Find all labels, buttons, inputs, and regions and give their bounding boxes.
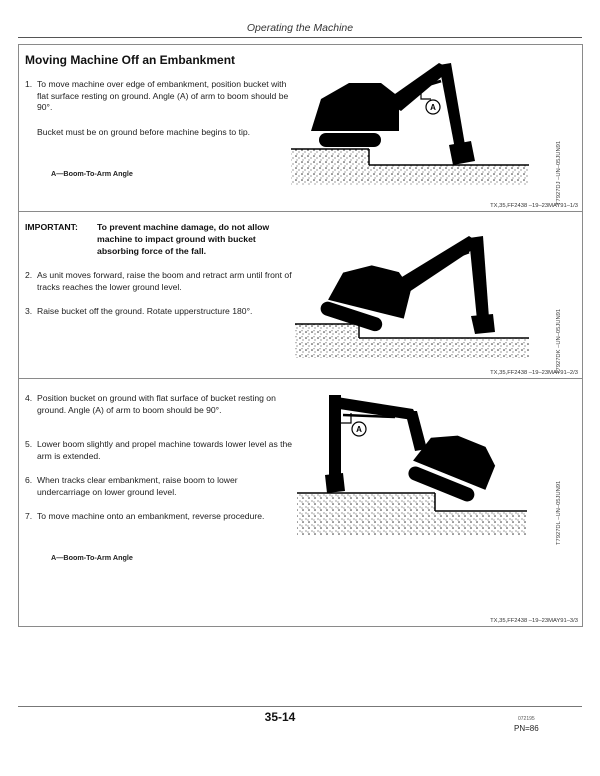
bucket-note: Bucket must be on ground before machine begins to tip. (37, 127, 251, 137)
step-text: When tracks clear embankment, raise boom to lower undercarriage on lower ground level. (37, 475, 238, 497)
step-number: 7. (25, 511, 33, 521)
figure-id: T7927DK –UN–05JUN91 (556, 308, 562, 374)
excavator-tipping-illustration (293, 222, 533, 364)
important-label: IMPORTANT: (25, 222, 78, 232)
excavator-lowering-illustration (295, 389, 531, 539)
step-number: 2. (25, 270, 33, 280)
page-header-title: Operating the Machine (246, 22, 354, 34)
excavator-on-embankment-illustration (289, 53, 529, 185)
step-number: 6. (25, 475, 33, 485)
section-title: Moving Machine Off an Embankment (25, 53, 236, 67)
step-7 (25, 511, 293, 523)
step-4 (25, 393, 293, 416)
figure-label-a: A (430, 103, 436, 112)
header-divider (18, 37, 582, 38)
step-text: Position bucket on ground with flat surface of bucket resting on ground. Angle (A) of arm to boom should be 90°. (37, 393, 276, 415)
step-3 (25, 306, 293, 318)
important-text: To prevent machine damage, do not allow machine to impact ground with bucket absorbing force of the fall. (97, 222, 270, 256)
step-text: To move machine over edge of embankment, position bucket with flat surface resting on ground. Angle (A) of arm to boom should be 90°. (37, 79, 289, 112)
figure-id: T7927DL –UN–05JUN91 (556, 480, 562, 545)
step-text: To move machine onto an embankment, reverse procedure. (37, 511, 265, 521)
section-moving-off-embankment (18, 44, 583, 212)
page-number: 35-14 (264, 710, 296, 724)
reference-code: TX,35,FF2438 –19–23MAY91–3/3 (490, 618, 578, 624)
step-number: 3. (25, 306, 33, 316)
section-important-warning (18, 211, 583, 379)
footer-divider (18, 706, 582, 707)
step-6 (25, 475, 293, 498)
reference-code: TX,35,FF2438 –19–23MAY91–1/3 (490, 203, 578, 209)
important-notice (25, 222, 325, 257)
figure-callout: A—Boom-To-Arm Angle (51, 553, 133, 562)
figure-callout: A—Boom-To-Arm Angle (51, 169, 133, 178)
step-number: 1. (25, 79, 33, 89)
track-icon (319, 133, 381, 147)
step-1 (25, 79, 293, 114)
step-number: 5. (25, 439, 33, 449)
reference-code: TX,35,FF2438 –19–23MAY91–2/3 (490, 370, 578, 376)
step-number: 4. (25, 393, 33, 403)
step-text: Raise bucket off the ground. Rotate upperstructure 180°. (37, 306, 253, 316)
step-text: Lower boom slightly and propel machine towards lower level as the arm is extended. (37, 439, 293, 461)
step-2 (25, 270, 293, 293)
footer-date-code: 072195 (518, 716, 535, 722)
step-text: As unit moves forward, raise the boom and retract arm until front of tracks reaches the lower ground level. (37, 270, 292, 292)
figure-id: T7927DJ –UN–05JUN91 (556, 140, 562, 205)
footer-pn: PN=86 (514, 724, 539, 733)
step-5 (25, 439, 293, 462)
figure-label-a: A (356, 425, 362, 434)
section-steps-4-7 (18, 378, 583, 627)
